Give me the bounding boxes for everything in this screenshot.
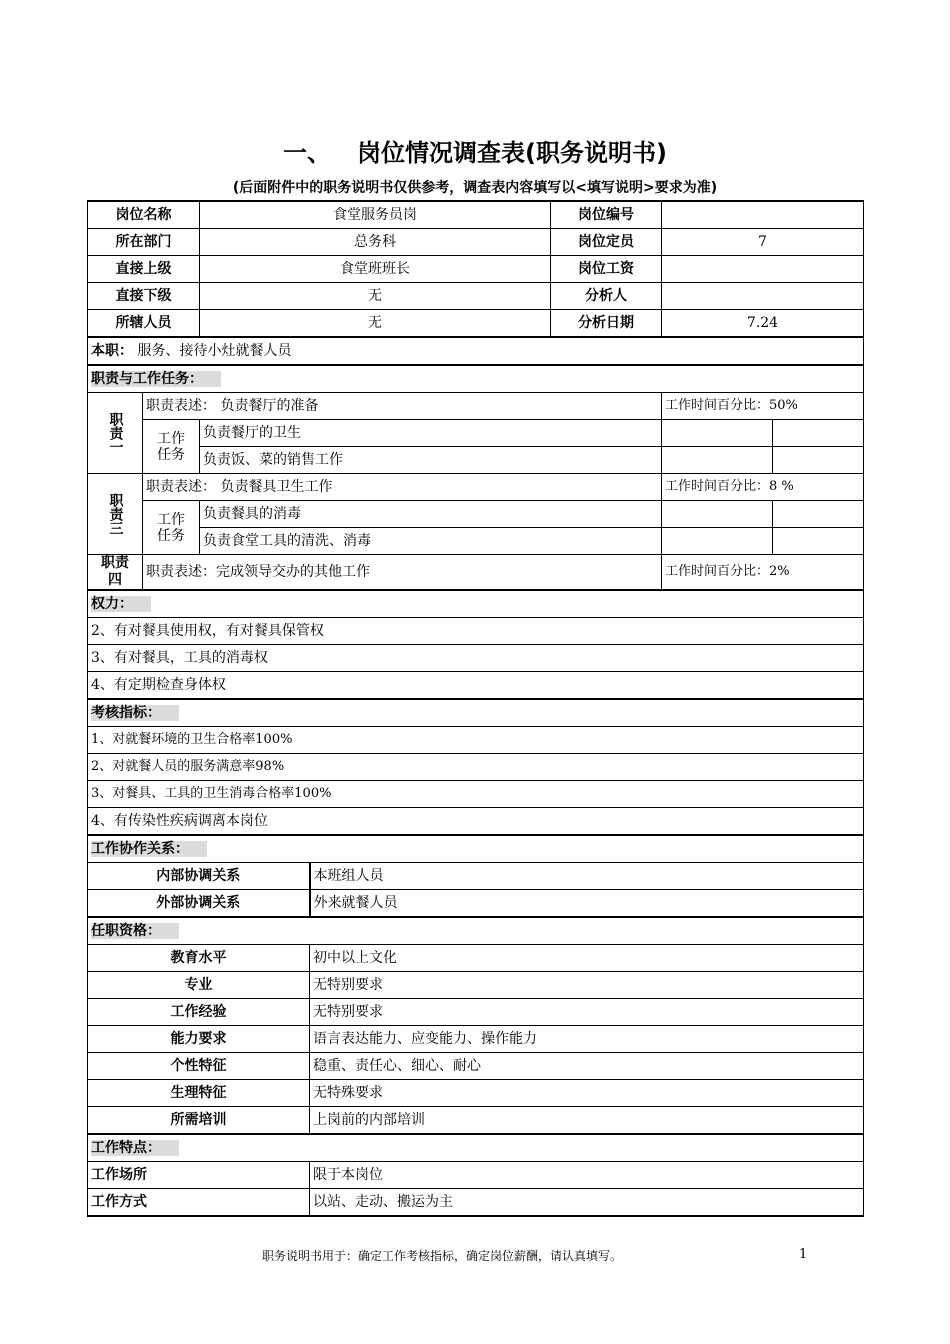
kpi-item[interactable]: 4、有传染性疾病调离本岗位: [88, 808, 864, 836]
rights-row-3: [88, 672, 864, 700]
duty-text[interactable]: 服务、接待小灶就餐人员: [137, 343, 292, 359]
qual-row: [88, 972, 864, 999]
duty1-task-1-extra-b[interactable]: [773, 420, 864, 447]
qual-row: [88, 1026, 864, 1053]
qual-header-row: [88, 917, 864, 945]
qual-key: 个性特征: [88, 1053, 310, 1080]
tasks-header-row: [88, 365, 864, 393]
duty4-pct[interactable]: 工作时间百分比：2%: [662, 555, 864, 591]
kpi-item[interactable]: 2、对就餐人员的服务满意率98%: [88, 754, 864, 781]
page-title: [0, 133, 950, 168]
post-no-value[interactable]: [662, 201, 864, 229]
internal-label: 内部协调关系: [88, 863, 310, 890]
post-no-label: 岗位编号: [551, 201, 662, 229]
page-number: 1: [799, 1247, 808, 1262]
duty3-desc-row: [88, 474, 864, 501]
rights-item[interactable]: 4、有定期检查身体权: [88, 672, 864, 700]
date-value[interactable]: 7.24: [662, 310, 864, 338]
duty1-task-row-2: [88, 447, 864, 474]
place-label: 工作场所: [88, 1162, 310, 1189]
qual-key: 专业: [88, 972, 310, 999]
subordinate-label: 直接下级: [88, 283, 200, 310]
qual-value[interactable]: 上岗前的内部培训: [310, 1107, 864, 1135]
tasks-header: [88, 365, 864, 393]
staff-label: 所辖人员: [88, 310, 200, 338]
duty-label: 本职：: [91, 343, 133, 359]
features-place-row: [88, 1162, 864, 1189]
duty3-task-label: 工作任务: [143, 501, 200, 555]
salary-label: 岗位工资: [551, 256, 662, 283]
duty3-task-2[interactable]: 负责食堂工具的清洗、消毒: [200, 528, 662, 555]
kpi-row-4: [88, 808, 864, 836]
duty1-task-2-extra-b[interactable]: [773, 447, 864, 474]
duty1-task-1[interactable]: 负责餐厅的卫生: [200, 420, 662, 447]
features-mode-row: [88, 1189, 864, 1217]
duty1-task-2[interactable]: 负责饭、菜的销售工作: [200, 447, 662, 474]
page-subtitle: (后面附件中的职务说明书仅供参考，调查表内容填写以<填写说明>要求为准): [232, 180, 718, 196]
duty3-task-1[interactable]: 负责餐具的消毒: [200, 501, 662, 528]
basic-row-5: [88, 310, 864, 338]
basic-row-3: [88, 256, 864, 283]
dept-label: 所在部门: [88, 229, 200, 256]
duty1-task-2-extra-a[interactable]: [662, 447, 773, 474]
duty-cell: [88, 337, 864, 365]
external-label: 外部协调关系: [88, 890, 310, 918]
duty1-task-row-1: [88, 420, 864, 447]
duty3-desc[interactable]: 职责表述： 负责餐具卫生工作: [143, 474, 662, 501]
analyst-label: 分析人: [551, 283, 662, 310]
internal-value[interactable]: 本班组人员: [310, 863, 864, 890]
duty1-desc[interactable]: 职责表述： 负责餐厅的准备: [143, 393, 662, 420]
rights-header-row: [88, 590, 864, 618]
rights-item[interactable]: 3、有对餐具，工具的消毒权: [88, 645, 864, 672]
qual-key: 生理特征: [88, 1080, 310, 1107]
footer-note: 职务说明书用于：确定工作考核指标，确定岗位薪酬，请认真填写。: [262, 1249, 623, 1263]
rights-label: 权力：: [91, 596, 151, 612]
date-label: 分析日期: [551, 310, 662, 338]
duty-row: [88, 337, 864, 365]
subordinate-value[interactable]: 无: [200, 283, 551, 310]
qual-row: [88, 1080, 864, 1107]
features-header-row: [88, 1134, 864, 1162]
qual-key: 能力要求: [88, 1026, 310, 1053]
duty1-task-label: 工作任务: [143, 420, 200, 474]
dept-value[interactable]: 总务科: [200, 229, 551, 256]
qual-row: [88, 1053, 864, 1080]
duty1-desc-row: [88, 393, 864, 420]
qual-value[interactable]: 初中以上文化: [310, 945, 864, 972]
duty3-task-1-extra-a[interactable]: [662, 501, 773, 528]
kpi-row-2: [88, 754, 864, 781]
kpi-label: 考核指标：: [91, 705, 179, 721]
title-number: 一、: [283, 139, 332, 167]
relations-header-row: [88, 835, 864, 863]
rights-row-1: [88, 618, 864, 645]
kpi-item[interactable]: 3、对餐具、工具的卫生消毒合格率100%: [88, 781, 864, 808]
duty3-task-2-extra-b[interactable]: [773, 528, 864, 555]
post-name-value[interactable]: 食堂服务员岗: [200, 201, 551, 229]
tasks-label: 职责与工作任务：: [91, 371, 221, 387]
kpi-header: [88, 699, 864, 727]
duty3-task-row-1: [88, 501, 864, 528]
duty3-pct[interactable]: 工作时间百分比：8 %: [662, 474, 864, 501]
rights-header: [88, 590, 864, 618]
qual-key: 工作经验: [88, 999, 310, 1026]
qual-row: [88, 1107, 864, 1135]
features-label: 工作特点：: [91, 1140, 179, 1156]
rights-item[interactable]: 2、有对餐具使用权，有对餐具保管权: [88, 618, 864, 645]
relations-external-row: [88, 890, 864, 918]
kpi-row-1: [88, 727, 864, 754]
duty4-name: 职责四: [88, 555, 143, 591]
duty4-row: [88, 555, 864, 591]
duty3-task-1-extra-b[interactable]: [773, 501, 864, 528]
salary-value[interactable]: [662, 256, 864, 283]
basic-row-2: [88, 229, 864, 256]
superior-value[interactable]: 食堂班班长: [200, 256, 551, 283]
job-survey-table: [87, 200, 864, 1217]
external-value[interactable]: 外来就餐人员: [310, 890, 864, 918]
kpi-header-row: [88, 699, 864, 727]
quota-label: 岗位定员: [551, 229, 662, 256]
mode-label: 工作方式: [88, 1189, 310, 1217]
qual-key: 所需培训: [88, 1107, 310, 1135]
analyst-value[interactable]: [662, 283, 864, 310]
qual-key: 教育水平: [88, 945, 310, 972]
qual-value[interactable]: 稳重、责任心、细心、耐心: [310, 1053, 864, 1080]
quota-value[interactable]: 7: [662, 229, 864, 256]
duty3-name: 职责三: [88, 474, 143, 555]
title-text: 岗位情况调查表(职务说明书): [357, 139, 667, 167]
qual-value[interactable]: 无特别要求: [310, 999, 864, 1026]
qual-value[interactable]: 无特殊要求: [310, 1080, 864, 1107]
duty4-desc[interactable]: 职责表述：完成领导交办的其他工作: [143, 555, 662, 591]
basic-row-1: [88, 201, 864, 229]
relations-label: 工作协作关系：: [91, 841, 207, 857]
staff-value[interactable]: 无: [200, 310, 551, 338]
qual-value[interactable]: 无特别要求: [310, 972, 864, 999]
qual-value[interactable]: 语言表达能力、应变能力、操作能力: [310, 1026, 864, 1053]
duty1-pct[interactable]: 工作时间百分比：50%: [662, 393, 864, 420]
duty3-task-row-2: [88, 528, 864, 555]
basic-row-4: [88, 283, 864, 310]
relations-internal-row: [88, 863, 864, 890]
qual-label: 任职资格：: [91, 923, 179, 939]
kpi-row-3: [88, 781, 864, 808]
duty1-task-1-extra-a[interactable]: [662, 420, 773, 447]
qual-header: [88, 917, 864, 945]
duty3-task-2-extra-a[interactable]: [662, 528, 773, 555]
post-name-label: 岗位名称: [88, 201, 200, 229]
relations-header: [88, 835, 864, 863]
qual-row: [88, 945, 864, 972]
duty1-name: 职责一: [88, 393, 143, 474]
kpi-item[interactable]: 1、对就餐环境的卫生合格率100%: [88, 727, 864, 754]
rights-row-2: [88, 645, 864, 672]
mode-value[interactable]: 以站、走动、搬运为主: [310, 1189, 864, 1217]
qual-row: [88, 999, 864, 1026]
superior-label: 直接上级: [88, 256, 200, 283]
features-header: [88, 1134, 864, 1162]
place-value[interactable]: 限于本岗位: [310, 1162, 864, 1189]
